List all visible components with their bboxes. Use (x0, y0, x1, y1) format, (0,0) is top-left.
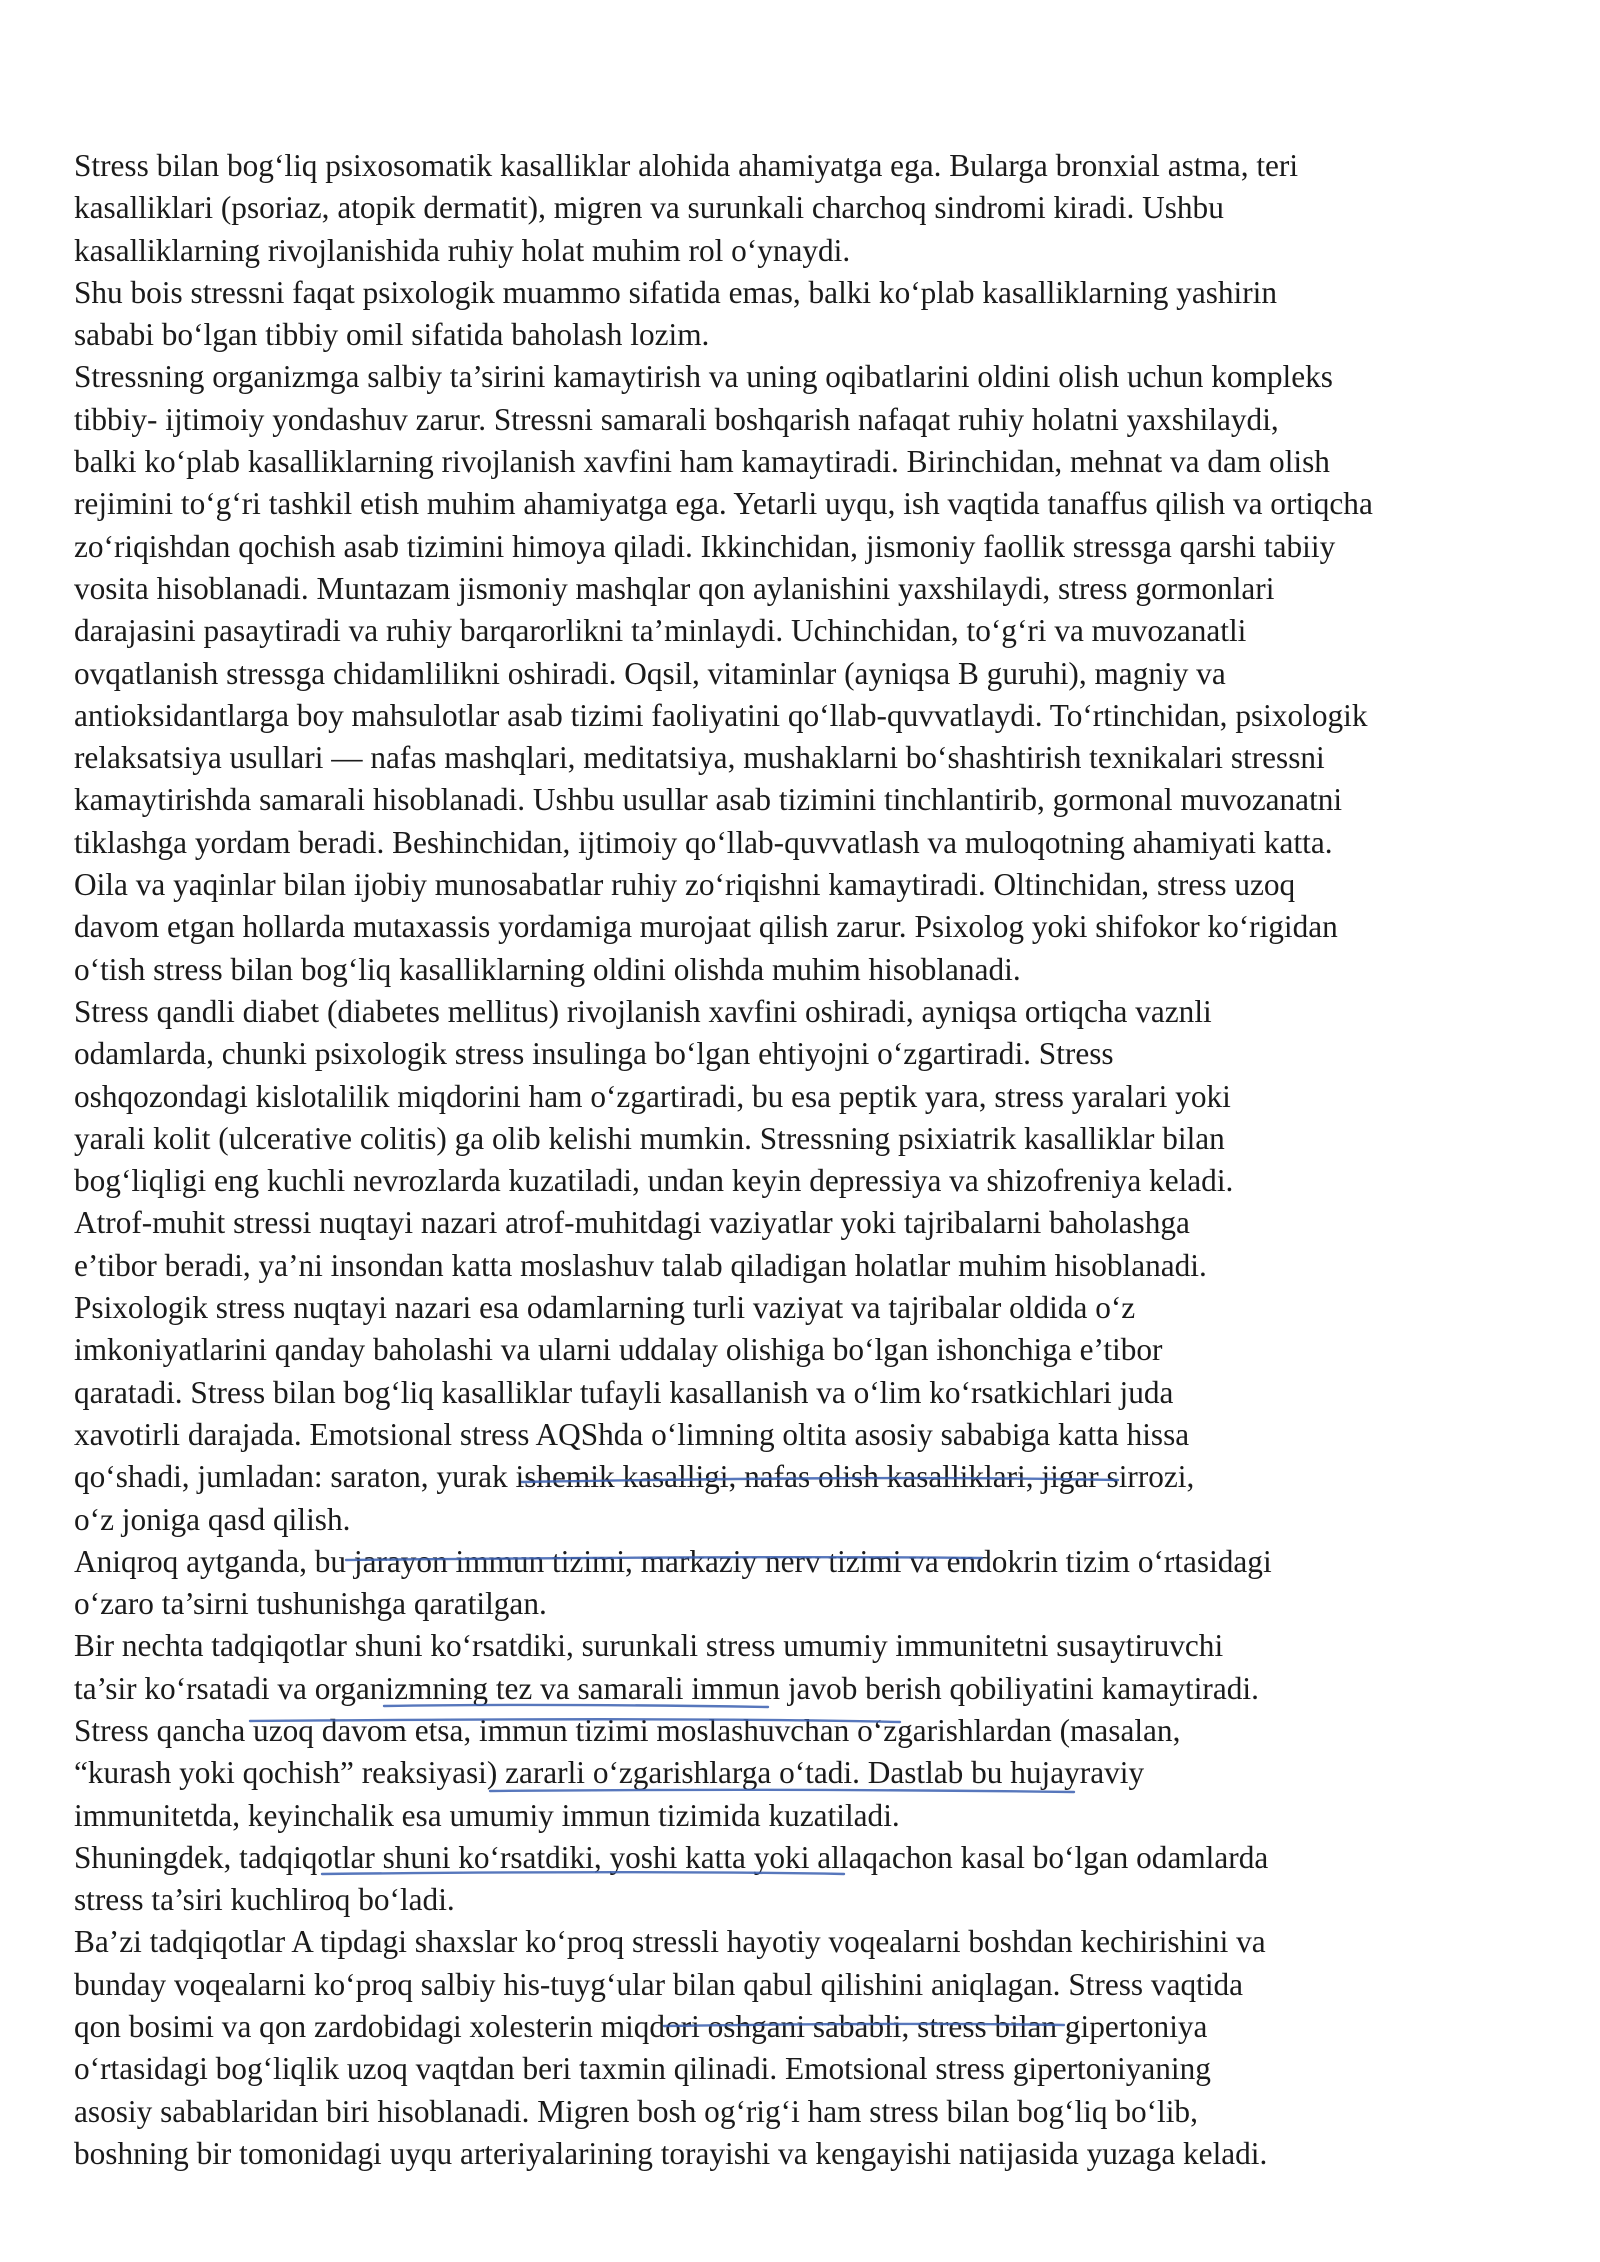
paragraph-immune-nervous-endocrine: Aniqroq aytganda, bu jarayon immun tizimi, markaziy nerv tizimi va endokrin tizim o‘rtasidagi o‘zaro ta’sirni tushunishga qaratilgan. (74, 1543, 1272, 1622)
paragraph-psychosomatic-diseases: Stress bilan bog‘liq psixosomatik kasalliklar alohida ahamiyatga ega. Bularga bronxial astma, teri kasalliklari (psoriaz, atopik dermatit), migren va surunkali charchoq sindromi kiradi. Ushbu kasalliklarning rivojlanishida ruhiy holat muhim rol o‘ynaydi. (74, 148, 1299, 268)
paragraph-type-a-hypertension: Ba’zi tadqiqotlar A tipdagi shaxslar ko‘proq stressli hayotiy voqealarni boshdan kechirishini va bunday voqealarni ko‘proq salbiy his-tuyg‘ular bilan qabul qilishini aniqlagan. Stress vaqtida qon bosimi va qon zardobidagi xolesterin miqdori oshgani sababli, stress bilan gipertoniya o‘rtasidagi bog‘liqlik uzoq vaqtdan beri taxmin qilinadi. Emotsional stress gipertoniyaning asosiy sabablaridan biri hisoblanadi. Migren bosh og‘rig‘i ham stress bilan bog‘liq bo‘lib, boshning bir tomonidagi uyqu arteriyalarining torayishi va kengayishi natijasida yuzaga keladi. (74, 1924, 1268, 2171)
paragraph-chronic-stress-immunity: Bir nechta tadqiqotlar shuni ko‘rsatdiki, surunkali stress umumiy immunitetni susaytiruvchi ta’sir ko‘rsatadi va organizmning tez va samarali immun javob berish qobiliyatini kamaytiradi. Stress qancha uzoq davom etsa, immun tizimi moslashuvchan o‘zgarishlardan (masalan, “kurash yoki qochish” reaksiyasi) zararli o‘zgarishlarga o‘tadi. Dastlab bu hujayraviy immunitetda, keyinchalik esa umumiy immun tizimida kuzatiladi. (74, 1628, 1259, 1833)
paragraph-stress-management: Stressning organizmga salbiy ta’sirini kamaytirish va uning oqibatlarini oldini olish uchun kompleks tibbiy- ijtimoiy yondashuv zarur. Stressni samarali boshqarish nafaqat ruhiy holatni yaxshilaydi, balki ko‘plab kasalliklarning rivojlanish xavfini ham kamaytiradi. Birinchidan, mehnat va dam olish rejimini to‘g‘ri tashkil etish muhim ahamiyatga ega. Yetarli uyqu, ish vaqtida tanaffus qilish va ortiqcha zo‘riqishdan qochish asab tizimini himoya qiladi. Ikkinchidan, jismoniy faollik stressga qarshi tabiiy vosita hisoblanadi. Muntazam jismoniy mashqlar qon aylanishini yaxshilaydi, stress gormonlari darajasini pasaytiradi va ruhiy barqarorlikni ta’minlaydi. Uchinchidan, to‘g‘ri va muvozanatli ovqatlanish stressga chidamlilikni oshiradi. Oqsil, vitaminlar (ayniqsa B guruhi), magniy va antioksidantlarga boy mahsulotlar asab tizimi faoliyatini qo‘llab-quvvatlaydi. To‘rtinchidan, psixologik relaksatsiya usullari — nafas mashqlari, meditatsiya, mushaklarni bo‘shashtirish texnikalari stressni kamaytirishda samarali hisoblanadi. Ushbu usullar asab tizimini tinchlantirib, gormonal muvozanatni tiklashga yordam beradi. Beshinchidan, ijtimoiy qo‘llab-quvvatlash va muloqotning ahamiyati katta. Oila va yaqinlar bilan ijobiy munosabatlar ruhiy zo‘riqishni kamaytiradi. Oltinchidan, stress uzoq davom etgan hollarda mutaxassis yordamiga murojaat qilish zarur. Psixolog yoki shifokor ko‘rigidan o‘tish stress bilan bog‘liq kasalliklarning oldini olishda muhim hisoblanadi. (74, 359, 1373, 987)
document-body (74, 145, 1574, 2175)
paragraph-stress-diseases: Stress qandli diabet (diabetes mellitus) rivojlanish xavfini oshiradi, ayniqsa ortiqcha vaznli odamlarda, chunki psixologik stress insulinga bo‘lgan ehtiyojni o‘zgartiradi. Stress oshqozondagi kislotalilik miqdorini ham o‘zgartiradi, bu esa peptik yara, stress yaralari yoki yarali kolit (ulcerative colitis) ga olib kelishi mumkin. Stressning psixiatrik kasalliklar bilan bog‘liqligi eng kuchli nevrozlarda kuzatiladi, undan keyin depressiya va shizofreniya keladi. Atrof-muhit stressi nuqtayi nazari atrof-muhitdagi vaziyatlar yoki tajribalarni baholashga e’tibor beradi, ya’ni insondan katta moslashuv talab qiladigan holatlar muhim hisoblanadi. Psixologik stress nuqtayi nazari esa odamlarning turli vaziyat va tajribalar oldida o‘z imkoniyatlarini qanday baholashi va ularni uddalay olishiga bo‘lgan ishonchiga e’tibor qaratadi. Stress bilan bog‘liq kasalliklar tufayli kasallanish va o‘lim ko‘rsatkichlari juda xavotirli darajada. Emotsional stress AQShda o‘limning oltita asosiy sababiga katta hissa qo‘shadi, jumladan: saraton, yurak ishemik kasalligi, nafas olish kasalliklari, jigar sirrozi, o‘z joniga qasd qilish. (74, 993, 1234, 1537)
paragraph-elderly-sick: Shuningdek, tadqiqotlar shuni ko‘rsatdiki, yoshi katta yoki allaqachon kasal bo‘lgan odamlarda stress ta’siri kuchliroq bo‘ladi. (74, 1839, 1269, 1918)
paragraph-hidden-cause: Shu bois stressni faqat psixologik muammo sifatida emas, balki ko‘plab kasalliklarning yashirin sababi bo‘lgan tibbiy omil sifatida baholash lozim. (74, 274, 1278, 353)
